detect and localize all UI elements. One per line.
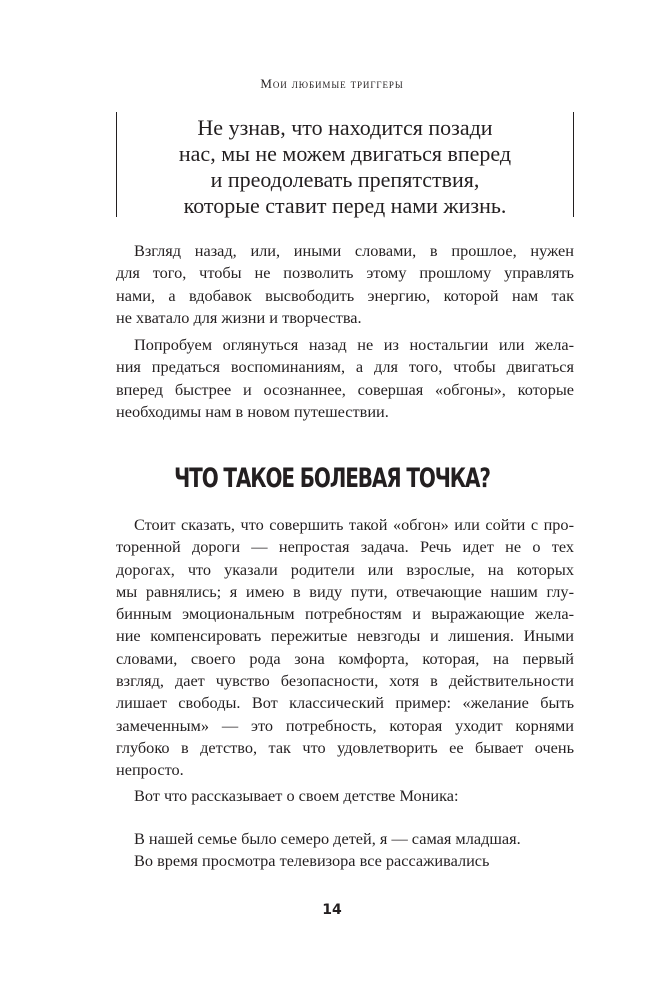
text-line: вперед быстрее и осознаннее, совершая «обгоны», которые	[116, 379, 574, 399]
text-line: для того, чтобы не позволить этому прошлому управлять	[116, 263, 574, 283]
text-line: не хватало для жизни и творчества.	[116, 307, 362, 327]
text-line: лишает свободы. Вот классический пример: «желание быть	[116, 693, 574, 713]
quote-block	[116, 828, 574, 873]
text-line: Попробуем оглянуться назад не из ностальгии или жела-	[134, 335, 574, 354]
text-line: мы равнялись; я имею в виду пути, отвечающие нашим глу-	[116, 581, 574, 601]
text-line: глубоко в детство, так что удовлетворить ее бывает очень	[116, 737, 574, 757]
page-number: 14	[322, 902, 342, 918]
text-line: словами, своего рода зона комфорта, которая, на первый	[116, 648, 574, 668]
text-line: ние компенсировать пережитые невзгоды и лишения. Иными	[116, 626, 574, 646]
text-line: необходимы нам в новом путешествии.	[116, 401, 389, 421]
text-line: Взгляд назад, или, иными словами, в прошлое, нужен	[134, 241, 574, 260]
paragraph-4	[116, 785, 574, 807]
paragraph-2	[116, 334, 574, 423]
epigraph-line: Не узнав, что находится позади	[197, 115, 493, 140]
paragraph-3	[116, 514, 574, 782]
text-line: бинным эмоциональным потребностям и выражающие желa-	[116, 604, 574, 624]
text-line: замеченным» — это потребность, которая уходит корнями	[116, 715, 574, 735]
text-line: Вот что рассказывает о своем детстве Моника:	[134, 786, 459, 805]
text-line: ния предаться воспоминаниям, а для того, чтобы двигаться	[116, 357, 574, 377]
paragraph-1	[116, 240, 574, 329]
epigraph	[116, 112, 574, 220]
text-line: Стоит сказать, что совершить такой «обгон» или сойти с про-	[134, 515, 574, 534]
running-head: Мои любимые триггеры	[260, 76, 404, 91]
epigraph-line: нас, мы не можем двигаться вперед	[178, 141, 512, 166]
epigraph-line: которые ставит перед нами жизнь.	[183, 193, 507, 218]
quote-line: В нашей семье было семеро детей, я — самая младшая.	[134, 829, 521, 848]
text-line: нами, а вдобавок высвободить энергию, которой нам так	[116, 285, 574, 305]
text-line: торенной дороги — непростая задача. Речь идет не о тех	[116, 537, 574, 557]
section-heading: ЧТО ТАКОЕ БОЛЕВАЯ ТОЧКА?	[174, 463, 490, 494]
text-line: дорогах, что указали родители или взрослые, на которых	[116, 559, 574, 579]
quote-line: Во время просмотра телевизора все рассаживались	[134, 851, 490, 871]
text-line: непросто.	[116, 760, 184, 780]
text-line: взгляд, дает чувство безопасности, хотя в действительности	[116, 671, 574, 691]
epigraph-line: и преодолевать препятствия,	[210, 167, 480, 192]
